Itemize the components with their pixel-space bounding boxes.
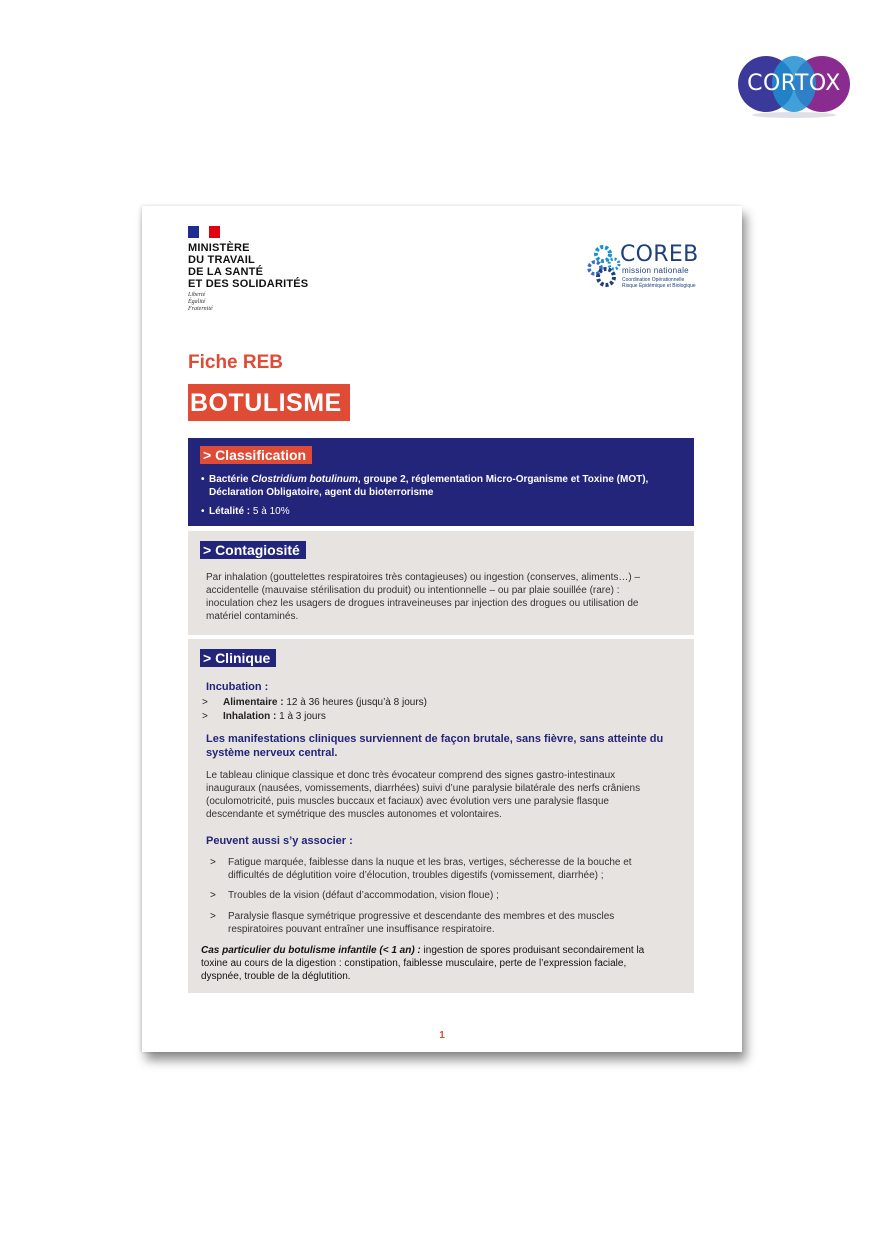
incubation-label: Inhalation : xyxy=(223,711,277,722)
tagline-line: Risque Épidémique et Biologique xyxy=(622,283,696,289)
contagiosite-section xyxy=(188,531,694,635)
text-line: dyspnée, trouble de la déglutition. xyxy=(201,971,351,982)
classification-header: > Classification xyxy=(200,446,312,464)
text-line: Les manifestations cliniques surviennent de façon brutale, sans fièvre, sans atteinte du xyxy=(206,733,664,745)
tableau-clinique-text xyxy=(206,769,640,821)
motto-line: Fraternité xyxy=(188,306,213,312)
french-flag-icon xyxy=(188,226,220,238)
arrow-bullet: > xyxy=(210,911,216,922)
infantile-botulism-text xyxy=(201,944,644,983)
arrow-bullet: > xyxy=(202,697,208,708)
text-line: inauguraux (nausées, vomissements, diarrhées) suivi d’une paralysie bilatérale des nerfs crâniens xyxy=(206,783,641,794)
text-line: (oculomotricité, puis muscles buccaux et faciaux) avec évolution vers une paralysie flasque xyxy=(206,796,609,807)
text-line: Troubles de la vision (défaut d’accommodation, vision floue) ; xyxy=(228,890,499,901)
ministry-line: ET DES SOLIDARITÉS xyxy=(188,278,309,290)
text-line: matériel contaminés. xyxy=(206,611,299,622)
republic-motto xyxy=(188,292,213,313)
coreb-logo xyxy=(586,238,726,288)
associated-item xyxy=(228,856,632,882)
list-item xyxy=(201,473,648,499)
arrow-bullet: > xyxy=(210,857,216,868)
gears-icon xyxy=(586,242,622,288)
coreb-tagline xyxy=(622,277,696,289)
motto-line: Liberté xyxy=(188,292,206,298)
classification-list xyxy=(201,473,648,518)
text-line xyxy=(201,944,644,957)
text-line: toxine au cours de la digestion : constipation, faiblesse musculaire, perte de l’expression faciale, xyxy=(201,958,627,969)
associated-symptoms-title: Peuvent aussi s’y associer : xyxy=(206,835,353,847)
text-line: Le tableau clinique classique et donc très évocateur comprend des signes gastro-intestinaux xyxy=(206,770,616,781)
page-number: 1 xyxy=(439,1030,445,1041)
classification-section xyxy=(188,438,694,526)
document-page xyxy=(142,206,742,1052)
bacteria-name: Clostridium botulinum xyxy=(251,474,358,485)
bacteria-prefix: Bactérie xyxy=(209,474,252,485)
bacteria-line2: Déclaration Obligatoire, agent du bioterrorisme xyxy=(209,487,434,498)
text-line: difficultés de déglutition voire d’élocution, troubles digestifs (vomissement, diarrhée) ; xyxy=(228,870,604,881)
contagiosite-header: > Contagiosité xyxy=(200,541,306,559)
text-line: Paralysie flasque symétrique progressive et descendante des membres et des muscles xyxy=(228,911,615,922)
incubation-label: Alimentaire : xyxy=(223,697,284,708)
manifestations-summary xyxy=(206,732,663,760)
tagline-line: Coordination Opérationnelle xyxy=(622,277,685,283)
motto-line: Égalité xyxy=(188,299,206,305)
arrow-bullet: > xyxy=(202,711,208,722)
clinique-header: > Clinique xyxy=(200,649,276,667)
logo-shadow xyxy=(752,112,836,118)
text-line: Par inhalation (gouttelettes respiratoires très contagieuses) ou ingestion (conserves, aliments…) – xyxy=(206,572,641,583)
incubation-item xyxy=(223,696,427,709)
clinique-section xyxy=(188,639,694,993)
coreb-subtitle: mission nationale xyxy=(622,266,689,275)
contagiosite-text xyxy=(206,571,640,623)
incubation-value: 1 à 3 jours xyxy=(276,711,326,722)
ministry-name xyxy=(188,242,308,290)
arrow-bullet: > xyxy=(210,890,216,901)
ministry-line: MINISTÈRE xyxy=(188,242,250,254)
text-line: système nerveux central. xyxy=(206,747,338,759)
text-line: accidentelle (mauvaise stérilisation du produit) ou intentionnelle – ou par plaie souillée (rare) : xyxy=(206,585,620,596)
text-line: descendante et symétrique des muscles autonomes et volontaires. xyxy=(206,809,502,820)
text-line: Fatigue marquée, faiblesse dans la nuque et les bras, vertiges, sécheresse de la bouche et xyxy=(228,857,632,868)
associated-item xyxy=(228,889,499,902)
text-line: respiratoires pouvant entraîner une insuffisance respiratoire. xyxy=(228,924,495,935)
incubation-item xyxy=(223,710,326,723)
infantile-rest: ingestion de spores produisant secondairement la xyxy=(420,945,645,956)
text-line: inoculation chez les usagers de drogues intraveineuses par injection des drogues ou utilisation de xyxy=(206,598,639,609)
fiche-label: Fiche REB xyxy=(188,352,284,373)
ministry-line: DE LA SANTÉ xyxy=(188,266,264,278)
cortox-logo-text: CORTOX xyxy=(747,71,841,96)
cortox-logo xyxy=(738,56,850,112)
document-title: BOTULISME xyxy=(188,384,350,421)
associated-item xyxy=(228,910,614,936)
ministry-line: DU TRAVAIL xyxy=(188,254,255,266)
list-item xyxy=(201,505,648,518)
incubation-value: 12 à 36 heures (jusqu’à 8 jours) xyxy=(283,697,427,708)
incubation-title: Incubation : xyxy=(206,681,269,693)
coreb-name: COREB xyxy=(620,242,699,267)
letalite-value: 5 à 10% xyxy=(250,506,290,517)
letalite-label: Létalité : xyxy=(209,506,251,517)
bacteria-rest: , groupe 2, réglementation Micro-Organisme et Toxine (MOT), xyxy=(357,474,649,485)
infantile-label: Cas particulier du botulisme infantile (< 1 an) : xyxy=(201,945,421,956)
